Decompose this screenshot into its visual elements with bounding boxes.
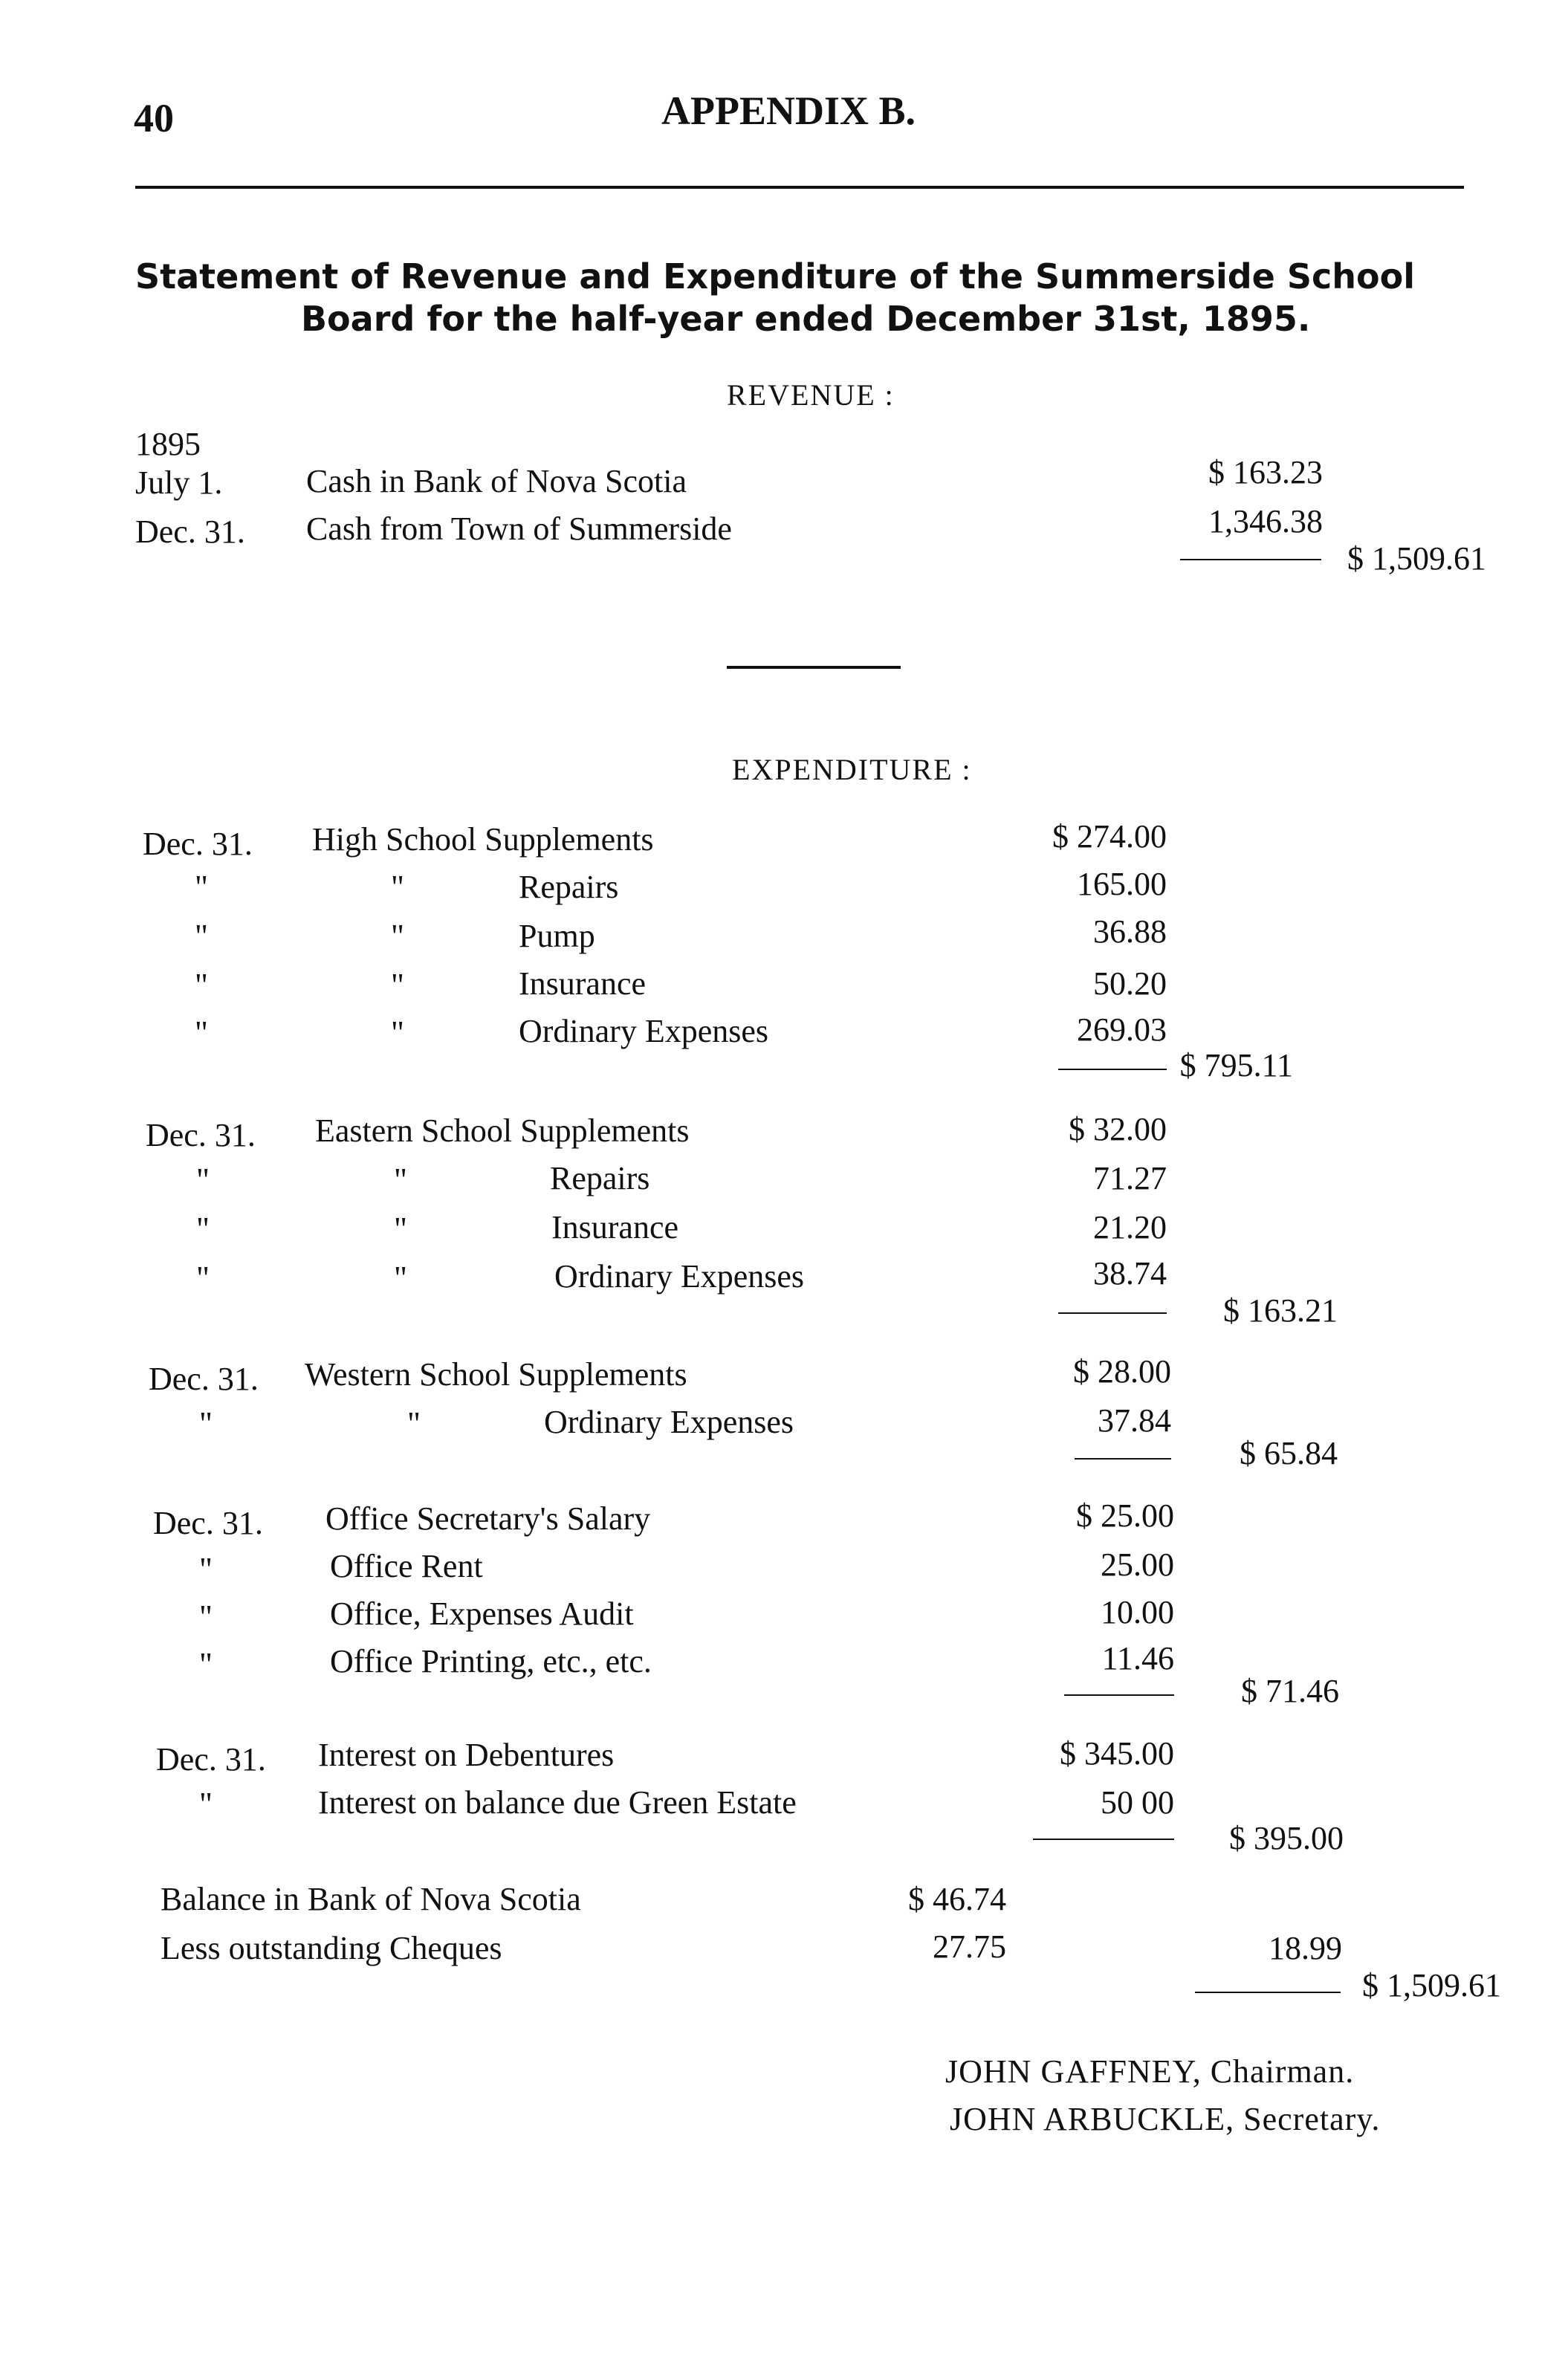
subtotal-rule: [1075, 1458, 1171, 1460]
ditto-mark: ": [199, 1551, 213, 1587]
ditto-mark: ": [391, 967, 404, 1003]
expenditure-amount: 165.00: [1077, 866, 1167, 902]
expenditure-grand-total: $ 1,509.61: [1362, 1967, 1501, 2003]
expenditure-date: Dec. 31.: [156, 1741, 266, 1778]
expenditure-subtotal: $ 65.84: [1240, 1435, 1338, 1471]
ditto-mark: ": [394, 1211, 407, 1247]
expenditure-heading: EXPENDITURE :: [732, 753, 972, 786]
ditto-mark: ": [195, 869, 208, 905]
revenue-year: 1895: [135, 426, 201, 462]
ditto-mark: ": [391, 918, 404, 954]
expenditure-lead-item: Office Secretary's Salary: [325, 1500, 651, 1537]
expenditure-item: Ordinary Expenses: [554, 1258, 805, 1295]
ditto-mark: ": [394, 1260, 407, 1296]
expenditure-item: Office, Expenses Audit: [330, 1596, 634, 1632]
revenue-total-rule: [1180, 559, 1321, 560]
signature-name: JOHN ARBUCKLE,: [950, 2101, 1235, 2137]
ditto-mark: ": [195, 967, 208, 1003]
page-number: 40: [134, 96, 174, 140]
expenditure-lead-item: Eastern School Supplements: [315, 1112, 690, 1149]
expenditure-item: Pump: [519, 918, 595, 954]
ditto-mark: ": [195, 1014, 208, 1051]
expenditure-amount: 36.88: [1093, 913, 1167, 950]
signature-secretary: [950, 2100, 1380, 2138]
statement-title-line2: Board for the half-year ended December 31st, 1895.: [301, 299, 1311, 339]
expenditure-amount: $ 345.00: [1060, 1735, 1174, 1772]
expenditure-item: Interest on balance due Green Estate: [318, 1784, 797, 1821]
subtotal-rule: [1064, 1694, 1174, 1696]
revenue-amount: 1,346.38: [1208, 503, 1323, 540]
expenditure-subtotal: $ 71.46: [1241, 1673, 1339, 1709]
expenditure-subtotal: $ 795.11: [1179, 1047, 1293, 1083]
expenditure-amount: 21.20: [1093, 1209, 1167, 1245]
expenditure-amount: $ 32.00: [1069, 1111, 1167, 1147]
ditto-mark: ": [391, 869, 404, 905]
ditto-mark: ": [199, 1405, 213, 1442]
signature-role: Secretary.: [1243, 2101, 1381, 2137]
subtotal-rule: [1033, 1839, 1174, 1840]
expenditure-item: Ordinary Expenses: [519, 1013, 769, 1049]
expenditure-amount: 38.74: [1093, 1255, 1167, 1292]
expenditure-subtotal: $ 395.00: [1229, 1820, 1344, 1856]
balance-amount: $ 46.74: [908, 1881, 1006, 1917]
revenue-heading: REVENUE :: [727, 378, 895, 412]
expenditure-amount: 10.00: [1101, 1594, 1174, 1630]
revenue-amount: $ 163.23: [1208, 454, 1323, 490]
expenditure-date: Dec. 31.: [146, 1117, 256, 1153]
expenditure-lead-item: High School Supplements: [312, 821, 654, 858]
header-rule: [135, 186, 1464, 189]
ditto-mark: ": [196, 1211, 210, 1247]
expenditure-date: Dec. 31.: [149, 1361, 259, 1397]
expenditure-amount: 50.20: [1093, 965, 1167, 1002]
expenditure-amount: 269.03: [1077, 1011, 1167, 1048]
expenditure-item: Insurance: [519, 965, 647, 1002]
expenditure-amount: $ 28.00: [1073, 1353, 1171, 1390]
page-header-title: APPENDIX B.: [661, 88, 916, 133]
signature-chairman: [945, 2053, 1354, 2090]
ditto-mark: ": [199, 1646, 213, 1682]
expenditure-amount: 37.84: [1098, 1402, 1171, 1439]
signature-name: JOHN GAFFNEY,: [945, 2053, 1202, 2090]
expenditure-item: Repairs: [519, 869, 619, 905]
net-balance-amount: 18.99: [1269, 1930, 1342, 1966]
expenditure-lead-item: Western School Supplements: [305, 1356, 687, 1393]
expenditure-item: Ordinary Expenses: [544, 1404, 794, 1440]
ditto-mark: ": [196, 1162, 210, 1198]
expenditure-amount: $ 25.00: [1076, 1497, 1174, 1534]
outstanding-cheques-amount: 27.75: [933, 1928, 1006, 1965]
revenue-description: Cash from Town of Summerside: [306, 511, 732, 547]
expenditure-subtotal: $ 163.21: [1223, 1292, 1338, 1329]
ditto-mark: ": [394, 1162, 407, 1198]
expenditure-item: Office Rent: [330, 1548, 483, 1584]
expenditure-amount: 11.46: [1101, 1640, 1174, 1677]
expenditure-item: Insurance: [551, 1209, 679, 1245]
outstanding-cheques-label: Less outstanding Cheques: [161, 1930, 502, 1966]
expenditure-amount: 71.27: [1093, 1160, 1167, 1196]
revenue-total: $ 1,509.61: [1347, 540, 1486, 577]
ditto-mark: ": [391, 1014, 404, 1051]
section-divider: [727, 666, 901, 669]
ditto-mark: ": [195, 918, 208, 954]
revenue-description: Cash in Bank of Nova Scotia: [306, 463, 687, 499]
balance-label: Balance in Bank of Nova Scotia: [161, 1881, 581, 1917]
revenue-date: Dec. 31.: [135, 514, 245, 550]
expenditure-date: Dec. 31.: [143, 826, 253, 862]
expenditure-lead-item: Interest on Debentures: [318, 1737, 615, 1773]
ditto-mark: ": [196, 1260, 210, 1296]
expenditure-amount: 50 00: [1101, 1784, 1174, 1821]
subtotal-rule: [1058, 1312, 1167, 1314]
expenditure-amount: 25.00: [1101, 1546, 1174, 1583]
revenue-date: July 1.: [135, 464, 223, 501]
expenditure-item: Repairs: [550, 1160, 650, 1196]
ditto-mark: ": [199, 1786, 213, 1822]
statement-title-line1: Statement of Revenue and Expenditure of the Summerside School: [135, 256, 1416, 297]
expenditure-date: Dec. 31.: [153, 1505, 263, 1541]
grand-total-rule: [1195, 1992, 1341, 1993]
signature-role: Chairman.: [1210, 2053, 1355, 2090]
ditto-mark: ": [407, 1405, 421, 1442]
ditto-mark: ": [199, 1598, 213, 1635]
expenditure-item: Office Printing, etc., etc.: [330, 1643, 652, 1679]
expenditure-amount: $ 274.00: [1052, 818, 1167, 855]
subtotal-rule: [1058, 1069, 1167, 1070]
